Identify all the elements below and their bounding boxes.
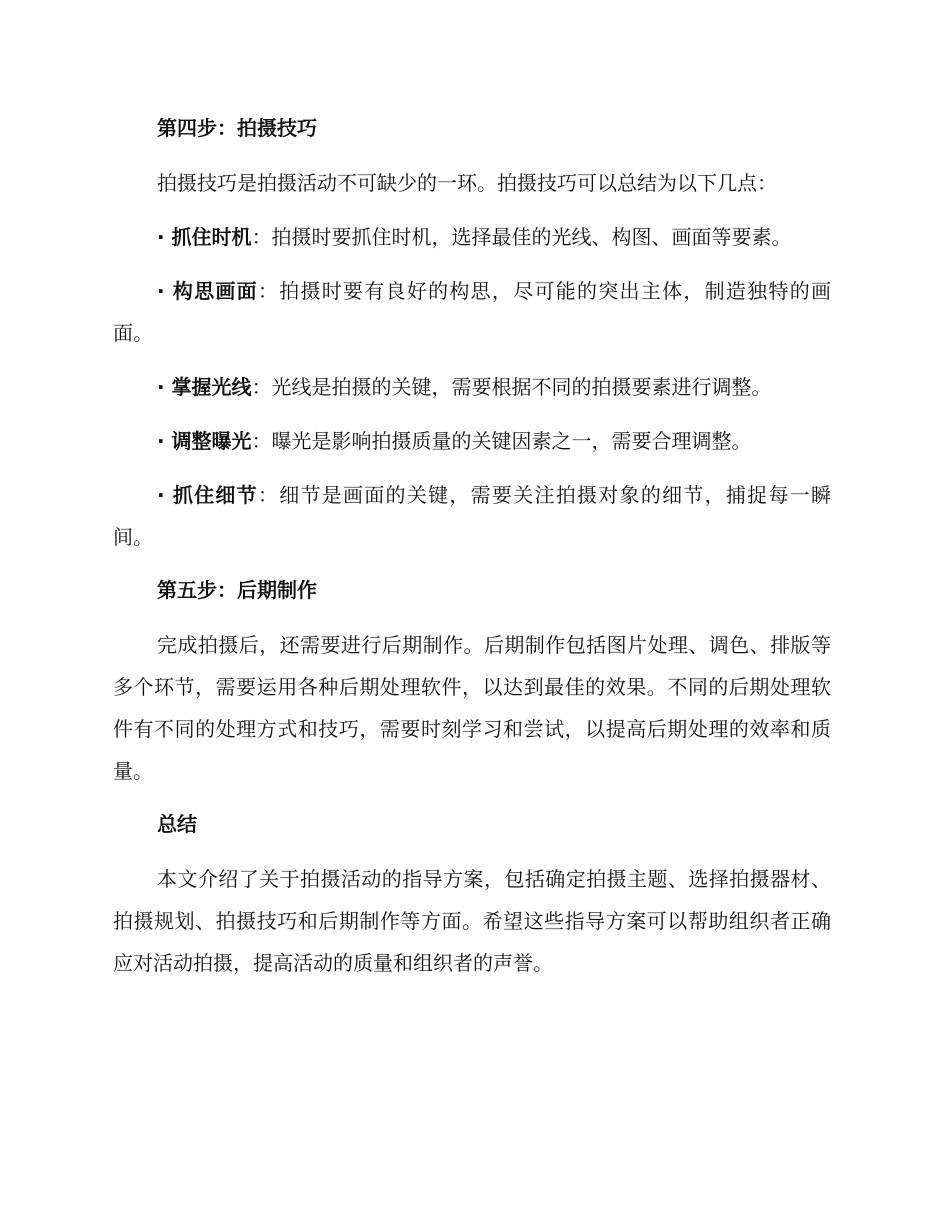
bullet-text: ：拍摄时要抓住时机，选择最佳的光线、构图、画面等要素。 <box>251 225 792 249</box>
step4-intro: 拍摄技巧是拍摄活动不可缺少的一环。拍摄技巧可以总结为以下几点： <box>157 171 777 195</box>
step5-body: 完成拍摄后，还需要进行后期制作。后期制作包括图片处理、调色、排版等多个环节，需要运用各种后期处理软件，以达到最佳的效果。不同的后期处理软件有不同的处理方式和技巧，需要时刻学习和尝试，以提高后期处理的效率和质量。 <box>113 633 831 783</box>
bullet-term: · 调整曝光 <box>157 429 252 453</box>
section-heading-summary: 总结 <box>157 812 197 836</box>
bullet-text: ：拍摄时要有良好的构思，尽可能的突出主体，制造独特的画面。 <box>113 279 831 345</box>
bullet-term: · 抓住时机 <box>157 225 252 249</box>
bullet-term: · 掌握光线 <box>157 375 252 399</box>
section-heading-step4: 第四步：拍摄技巧 <box>157 116 317 140</box>
bullet-item <box>113 474 831 558</box>
bullet-term: · 抓住细节 <box>157 483 258 507</box>
bullet-item <box>113 216 831 258</box>
bullet-term: · 构思画面 <box>157 279 258 303</box>
bullet-item <box>113 270 831 354</box>
summary-body: 本文介绍了关于拍摄活动的指导方案，包括确定拍摄主题、选择拍摄器材、拍摄规划、拍摄技巧和后期制作等方面。希望这些指导方案可以帮助组织者正确应对活动拍摄，提高活动的质量和组织者的声誉。 <box>113 867 831 975</box>
bullet-text: ：细节是画面的关键，需要关注拍摄对象的细节，捕捉每一瞬间。 <box>113 483 831 549</box>
section-heading-step5: 第五步：后期制作 <box>157 578 317 602</box>
document-body <box>113 108 831 996</box>
bullet-text: ：光线是拍摄的关键，需要根据不同的拍摄要素进行调整。 <box>251 375 772 399</box>
bullet-item <box>113 366 831 408</box>
bullet-item <box>113 420 831 462</box>
bullet-text: ：曝光是影响拍摄质量的关键因素之一，需要合理调整。 <box>251 429 752 453</box>
